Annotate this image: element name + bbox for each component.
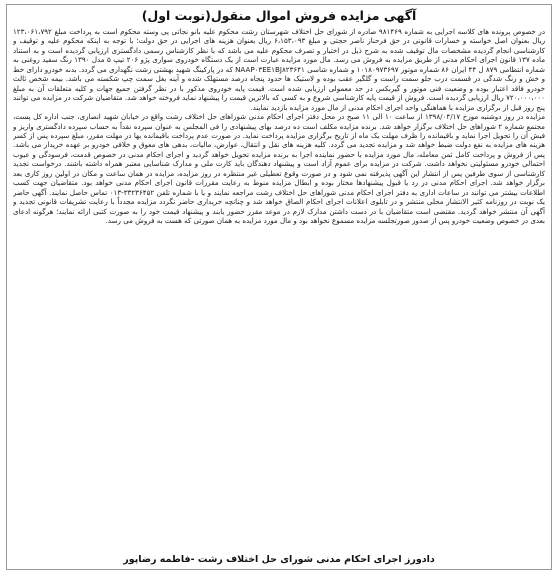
auction-notice xyxy=(6,4,552,570)
notice-paragraph: در خصوص پرونده های کلاسه اجرایی به شماره ۹۸۱۴۶۹ صادره از شورای حل اختلاف شهرستان رشت محکوم علیه بانو نجاتی پی وسته محکوم است به پرداخت مبلغ ۱۲۳،۰۶۱،۷۹۲ ریال بعنوان اصل خواسته و خسارات قانونی در حق فرحناز ناصر حجتی و مبلغ ۶،۱۵۳،۰۹۳ ریال بعنوان هزینه های اجرایی در حق دولت؛ با توجه به اینکه محکوم علیه و توقیف و کارشناسی انجام گردیده مشخصات مال توقیف شده به شرح ذیل در اختیار و تصرف محکوم علیه می باشد که با نظر کارشناس رسمی دادگستری ارزیابی گردیده است و به استناد ماده ۱۳۷ قانون اجرای احکام مدنی از طریق مزایده به فروش می رسد. مال مورد مزایده عبارت است از یک دستگاه خودروی سواری پژو ۲۰۶ تیپ ۵ مدل ۱۳۹۰ رنگ سفید روغنی به شماره انتظامی ۸۷۹ ل ۴۴ ایران ۸۶ شماره موتور ۱۰۱۸۰۹۷۳۶۹۷ و شماره شاسی NAAP۰۳EE۱BJ۸۲۳۶۴۱ که در پارکینگ شهید بهشتی رشت نگهداری می گردد. بدنه خودرو دارای خط و خش و رنگ شدگی در قسمت درب جلو سمت راست و گلگیر عقب بوده و لاستیک ها حدود پنجاه درصد مستهلک شده و آینه بغل سمت چپ شکسته می باشد. بیمه شخص ثالث خودرو فاقد اعتبار بوده و وضعیت فنی موتور و گیربکس در حد معمولی ارزیابی شده است. قیمت پایه خودروی مذکور با در نظر گرفتن جمیع جهات و کلیه متعلقات آن به مبلغ ۷۲۰،۰۰۰،۰۰۰ ریال ارزیابی گردیده است. فروش از قیمت پایه کارشناسی شروع و به کسی که بالاترین قیمت را پیشنهاد نماید فروخته خواهد شد. متقاضیان شرکت در مزایده می توانند پنج روز قبل از برگزاری مزایده با هماهنگی واحد اجرای احکام مدنی از مال مورد مزایده بازدید نمایند. xyxy=(13,27,545,112)
notice-paragraph: مزایده در روز دوشنبه مورخ ۱۳۹۸/۰۴/۱۷ از ساعت ۱۰ الی ۱۱ صبح در محل دفتر اجرای احکام مدنی شوراهای حل اختلاف رشت واقع در خیابان شهید انصاری، جنب اداره کل پست، مجتمع شماره ۲ شوراهای حل اختلاف برگزار خواهد شد. برنده مزایده مکلف است ده درصد بهای پیشنهادی را فی المجلس به عنوان سپرده نقداً به حساب سپرده دادگستری واریز و فیش آن را تحویل اجرا نماید و باقیمانده را ظرف مهلت یک ماه از تاریخ برگزاری مزایده پرداخت نماید. در صورت عدم پرداخت باقیمانده بها در مهلت مقرر، مبلغ سپرده پس از کسر هزینه های مزایده به نفع دولت ضبط خواهد شد و مزایده تجدید می گردد. کلیه هزینه های نقل و انتقال، عوارض، مالیات، بدهی های معوق و خلافی خودرو بر عهده خریدار می باشد. پس از فروش و پرداخت کامل ثمن معامله، مال مورد مزایده با حضور نماینده اجرا به برنده مزایده تحویل خواهد گردید و اجرای احکام مدنی در خصوص قدمت، فرسودگی و عیوب احتمالی خودرو مسئولیتی نخواهد داشت. شرکت در مزایده برای عموم آزاد است و پیشنهاد دهندگان باید کارت ملی و مدارک شناسایی معتبر همراه داشته باشند. درخواست تجدید کارشناسی از سوی طرفین پس از انتشار این آگهی پذیرفته نمی شود و در صورت وقوع تعطیلی غیر منتظره در روز مزایده، مزایده در همان ساعت و مکان در اولین روز کاری بعد برگزار خواهد شد. اجرای احکام مدنی در رد یا قبول پیشنهادها مختار بوده و ابطال مزایده منوط به رعایت مقررات قانون اجرای احکام مدنی خواهد بود. متقاضیان جهت کسب اطلاعات بیشتر می توانند در ساعات اداری به دفتر اجرای احکام مدنی شوراهای حل اختلاف رشت مراجعه نمایند و یا با شماره تلفن ۳۳۲۳۶۴۵۲-۰۱۳ تماس حاصل نمایند. آگهی حاضر یک نوبت در روزنامه کثیر الانتشار محلی منتشر و در تابلوی اعلانات اجرای احکام الصاق خواهد شد و چنانچه خریداری حاضر نگردد مزایده مجدداً با رعایت تشریفات قانونی تجدید و آگهی آن منتشر خواهد گردید. مقتضی است متقاضیان با در دست داشتن مدارک لازم در موعد مقرر حضور یابند و پیشنهاد قیمت خود را به صورت کتبی ارائه نمایند؛ هرگونه ادعای بعدی در خصوص وضعیت خودرو پس از صدور صورتجلسه مزایده مسموع نخواهد بود و مال مورد مزایده به همان صورتی که هست به فروش می رسد. xyxy=(13,112,545,226)
notice-title: آگهی مزایده فروش اموال منقول(نوبت اول) xyxy=(141,8,417,23)
notice-signature: دادورز اجرای احکام مدنی شورای حل اختلاف رشت -فاطمه رضاپور xyxy=(123,554,435,565)
notice-body xyxy=(13,27,545,539)
